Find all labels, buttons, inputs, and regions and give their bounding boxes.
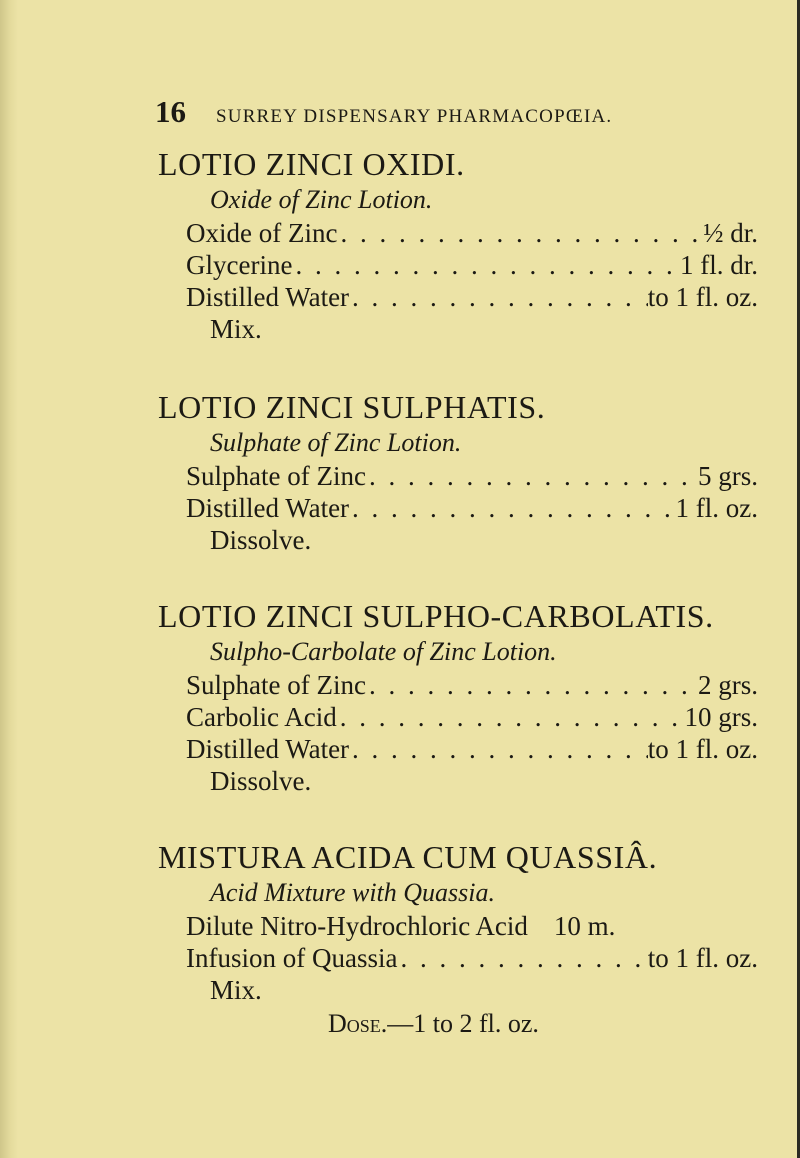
recipe-title: LOTIO ZINCI SULPHO-CARBOLATIS. bbox=[158, 598, 714, 634]
ingredient-quantity: 2 grs. bbox=[698, 670, 758, 700]
ingredient-row bbox=[186, 460, 758, 492]
ingredient-name: Sulphate of Zinc bbox=[186, 461, 366, 491]
page-number: 16 bbox=[155, 94, 186, 129]
recipe-subtitle: Oxide of Zinc Lotion. bbox=[210, 185, 433, 214]
ingredient-row bbox=[186, 249, 758, 281]
ingredient-name: Distilled Water bbox=[186, 282, 350, 312]
ingredient-name: Infusion of Quassia bbox=[186, 943, 398, 973]
ingredient-row bbox=[186, 217, 758, 249]
recipe-instruction: Mix. bbox=[210, 975, 262, 1005]
dose-line bbox=[328, 1008, 768, 1040]
leader-dots bbox=[366, 669, 698, 701]
ingredient-name: Oxide of Zinc bbox=[186, 218, 338, 248]
ingredient-name: Distilled Water bbox=[186, 734, 350, 764]
ingredient-row bbox=[186, 492, 758, 524]
recipe-subtitle: Sulpho-Carbolate of Zinc Lotion. bbox=[210, 637, 557, 666]
dose-text: —1 to 2 fl. oz. bbox=[387, 1009, 539, 1038]
recipe-subtitle: Acid Mixture with Quassia. bbox=[210, 878, 496, 907]
ingredient-name: Carbolic Acid bbox=[186, 702, 337, 732]
ingredient-quantity: 1 fl. dr. bbox=[680, 250, 758, 280]
leader-dots bbox=[337, 217, 703, 249]
leader-dots bbox=[337, 701, 685, 733]
ingredient-row bbox=[186, 733, 758, 765]
recipe-mistura-acida-cum-quassia bbox=[158, 838, 768, 1040]
recipe-title: MISTURA ACIDA CUM QUASSIÂ. bbox=[158, 839, 658, 875]
ingredient-quantity: 1 fl. oz. bbox=[675, 493, 758, 523]
recipe-subtitle: Sulphate of Zinc Lotion. bbox=[210, 428, 462, 457]
ingredient-quantity: to 1 fl. oz. bbox=[647, 943, 758, 973]
leader-dots bbox=[349, 733, 648, 765]
leader-dots bbox=[397, 942, 647, 974]
ingredient-quantity: ½ dr. bbox=[703, 218, 758, 248]
ingredient-row bbox=[186, 910, 768, 942]
recipe-instruction: Mix. bbox=[210, 314, 262, 344]
dose-label: Dose. bbox=[328, 1009, 388, 1038]
recipe-instruction: Dissolve. bbox=[210, 525, 312, 555]
book-gutter bbox=[0, 0, 18, 1158]
running-title: SURREY DISPENSARY PHARMACOPŒIA. bbox=[216, 106, 613, 127]
ingredient-name: Distilled Water bbox=[186, 493, 350, 523]
ingredient-name: Dilute Nitro-Hydrochloric Acid bbox=[186, 911, 528, 941]
ingredient-row bbox=[186, 669, 758, 701]
ingredient-name: Sulphate of Zinc bbox=[186, 670, 366, 700]
leader-dots bbox=[349, 492, 675, 524]
ingredient-row bbox=[186, 942, 758, 974]
leader-dots bbox=[366, 460, 698, 492]
recipe-title: LOTIO ZINCI OXIDI. bbox=[158, 146, 465, 182]
ingredient-quantity: 10 grs. bbox=[684, 702, 758, 732]
recipe-lotio-zinci-sulpho-carbolatis bbox=[158, 597, 768, 797]
ingredient-quantity: to 1 fl. oz. bbox=[647, 282, 758, 312]
ingredient-row bbox=[186, 281, 758, 313]
recipe-lotio-zinci-oxidi bbox=[158, 145, 768, 345]
recipe-lotio-zinci-sulphatis bbox=[158, 388, 768, 556]
leader-dots bbox=[292, 249, 680, 281]
ingredient-row bbox=[186, 701, 758, 733]
running-head bbox=[155, 94, 612, 130]
ingredient-quantity: 5 grs. bbox=[698, 461, 758, 491]
recipe-instruction: Dissolve. bbox=[210, 766, 312, 796]
recipe-title: LOTIO ZINCI SULPHATIS. bbox=[158, 389, 546, 425]
leader-dots bbox=[349, 281, 648, 313]
ingredient-name: Glycerine bbox=[186, 250, 293, 280]
ingredient-quantity: to 1 fl. oz. bbox=[647, 734, 758, 764]
ingredient-quantity: 10 m. bbox=[553, 911, 616, 941]
